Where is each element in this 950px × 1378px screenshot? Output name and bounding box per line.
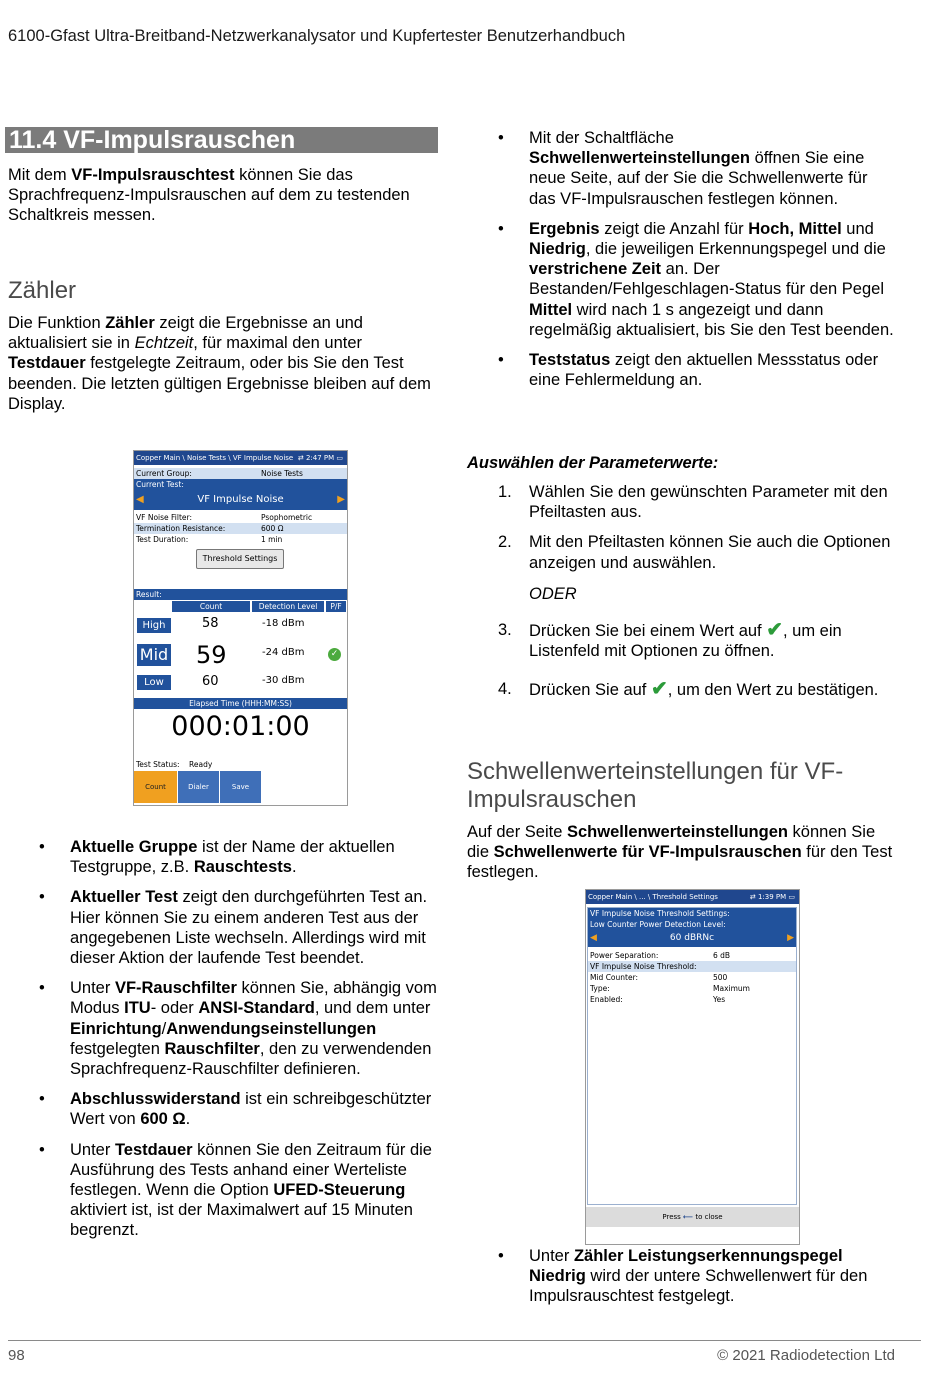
enabled-row[interactable]: Enabled: Yes [590, 995, 726, 1004]
current-group-row: Current Group: Noise Tests [134, 468, 347, 479]
low-counter-label: Low Counter Power Detection Level: [588, 919, 796, 930]
back-arrow-icon: ⟵ [683, 1213, 694, 1221]
list-item: • Ergebnis zeigt die Anzahl für Hoch, Mittel und Niedrig, die jeweiligen Erkennungspegel und die verstrichene Zeit an. Der Bestanden/Fehlgeschlagen-Status für den Pegel Mittel wird nach 1 s angezeigt und dann regelmäßig aktualisiert, bis Sie den Test beenden. [467, 219, 897, 340]
arrow-left-icon[interactable]: ◀ [590, 933, 597, 943]
list-item: • Unter VF-Rauschfilter können Sie, abhängig vom Modus ITU- oder ANSI-Standard, und dem unter Einrichtung/Anwendungseinstellungen festgelegten Rauschfilter, den zu verwendenden Sprachfrequenz-Rauschfilter definieren. [8, 978, 438, 1079]
close-footer[interactable]: Press ⟵ to close [586, 1207, 799, 1227]
right-bullet-list [467, 128, 897, 400]
list-item: • Teststatus zeigt den aktuellen Messstatus oder eine Fehlermeldung an. [467, 350, 897, 390]
col-pf: P/F [326, 601, 346, 612]
last-bullet-list [467, 1246, 897, 1317]
arrow-right-icon[interactable]: ▶ [337, 494, 345, 505]
dialer-softkey[interactable]: Dialer [178, 771, 219, 803]
col-count: Count [172, 601, 250, 612]
arrow-right-icon[interactable]: ▶ [787, 933, 794, 943]
counter-paragraph: Die Funktion Zähler zeigt die Ergebnisse an und aktualisiert sie in Echtzeit, für maximal den unter Testdauer festgelegte Zeitraum, oder bis Sie den Test beenden. Die letzten gültigen Ergebnisse bleiben auf dem Display. [8, 314, 431, 413]
check-icon: ✔ [766, 619, 783, 641]
clock: ⇄ 1:39 PM ▭ [749, 893, 795, 901]
result-row-mid: Mid 59 -24 dBm ✓ [134, 640, 347, 670]
clock: ⇄ 2:47 PM ▭ [297, 454, 343, 462]
result-row-high: High 58 -18 dBm [134, 612, 347, 640]
counter-heading: Zähler [8, 277, 77, 304]
threshold-paragraph: Auf der Seite Schwellenwerteinstellungen können Sie die Schwellenwerte für VF-Impulsrauschen für den Test festlegen. [467, 823, 893, 882]
threshold-heading: Schwellenwerteinstellungen für VF-Impulsrauschen [467, 758, 844, 813]
count-softkey[interactable]: Count [134, 771, 177, 803]
param-steps [467, 482, 897, 583]
mid-counter-row[interactable]: Mid Counter: 500 [590, 973, 728, 982]
list-item: 2. Mit den Pfeiltasten können Sie auch die Optionen anzeigen und auswählen. [498, 533, 891, 572]
list-item: • Unter Zähler Leistungserkennungspegel Niedrig wird der untere Schwellenwert für den Impulsrauschtest festgelegt. [467, 1246, 897, 1307]
page-header: 6100-Gfast Ultra-Breitband-Netzwerkanalysator und Kupfertester Benutzerhandbuch [8, 27, 626, 45]
duration-row[interactable]: Test Duration: 1 min [136, 535, 283, 544]
list-item: • Abschlusswiderstand ist ein schreibgeschützter Wert von 600 Ω. [8, 1089, 438, 1129]
noise-filter-row[interactable]: VF Noise Filter: Psophometric [136, 513, 313, 522]
current-test-label: Current Test: [134, 479, 347, 490]
list-item: • Unter Testdauer können Sie den Zeitraum für die Ausführung des Tests anhand einer Werteliste festlegen. Wenn die Option UFED-Steuerung aktiviert ist, ist der Maximalwert auf 15 Minuten begrenzt. [8, 1140, 438, 1241]
result-label: Result: [134, 589, 347, 600]
list-item: • Aktueller Test zeigt den durchgeführten Test an. Hier können Sie zu einem anderen Test aus der angegebenen Liste wechseln. Allerdings wird mit dieser Aktion der laufende Test beendet. [8, 887, 438, 968]
list-item: • Aktuelle Gruppe ist der Name der aktuellen Testgruppe, z.B. Rauschtests. [8, 837, 438, 877]
page-number: 98 [8, 1347, 25, 1364]
device-titlebar: Copper Main \ ... \ Threshold Settings ⇄ 1:39 PM ▭ [586, 890, 799, 904]
test-status-row: Test Status: Ready [136, 760, 213, 769]
type-row[interactable]: Type: Maximum [590, 984, 750, 993]
param-heading: Auswählen der Parameterwerte: [467, 454, 719, 472]
list-item: 3. Drücken Sie bei einem Wert auf ✔, um ein Listenfeld mit Optionen zu öffnen. [498, 619, 842, 661]
section-title: 11.4 VF-Impulsrauschen [5, 127, 438, 153]
check-icon: ✔ [650, 678, 668, 701]
oder-text: ODER [529, 585, 577, 603]
param-steps-2 [467, 620, 897, 711]
col-detection: Detection Level [252, 601, 324, 612]
low-counter-selector[interactable]: ◀ 60 dBRNc ▶ [588, 930, 796, 947]
save-result-softkey[interactable]: Save Result [220, 771, 261, 803]
termination-row: Termination Resistance: 600 Ω [134, 523, 347, 534]
result-row-low: Low 60 -30 dBm [134, 670, 347, 698]
elapsed-label: Elapsed Time (HHH:MM:SS) [134, 698, 347, 709]
impulse-threshold-label: VF Impulse Noise Threshold: [588, 961, 796, 972]
list-item: 4. Drücken Sie auf ✔, um den Wert zu bestätigen. [498, 678, 879, 701]
device-screenshot-noise [133, 450, 348, 823]
current-test-selector[interactable]: ◀ VF Impulse Noise ▶ [134, 490, 347, 510]
elapsed-time: 000:01:00 [171, 711, 310, 742]
threshold-settings-button[interactable]: Threshold Settings [196, 549, 284, 569]
threshold-settings-label: VF Impulse Noise Threshold Settings: [588, 908, 796, 919]
footer-divider [8, 1340, 921, 1341]
power-separation-row[interactable]: Power Separation: 6 dB [590, 951, 731, 960]
arrow-left-icon[interactable]: ◀ [136, 494, 144, 505]
list-item: • Mit der Schaltfläche Schwellenwerteinstellungen öffnen Sie eine neue Seite, auf der Sie die Schwellenwerte für das VF-Impulsrauschen festlegen können. [467, 128, 897, 209]
copyright: © 2021 Radiodetection Ltd [717, 1347, 895, 1364]
device-titlebar: Copper Main \ Noise Tests \ VF Impulse Noise ⇄ 2:47 PM ▭ [134, 451, 347, 465]
list-item: 1. Wählen Sie den gewünschten Parameter mit den Pfeiltasten aus. [498, 483, 888, 522]
left-bullet-list [8, 837, 438, 1251]
softkey-bar [134, 771, 347, 823]
device-screenshot-threshold [585, 889, 800, 1245]
intro-paragraph: Mit dem VF-Impulsrauschtest können Sie das Sprachfrequenz-Impulsrauschen auf dem zu testenden Schaltkreis messen. [8, 166, 410, 225]
pass-icon: ✓ [328, 648, 341, 661]
